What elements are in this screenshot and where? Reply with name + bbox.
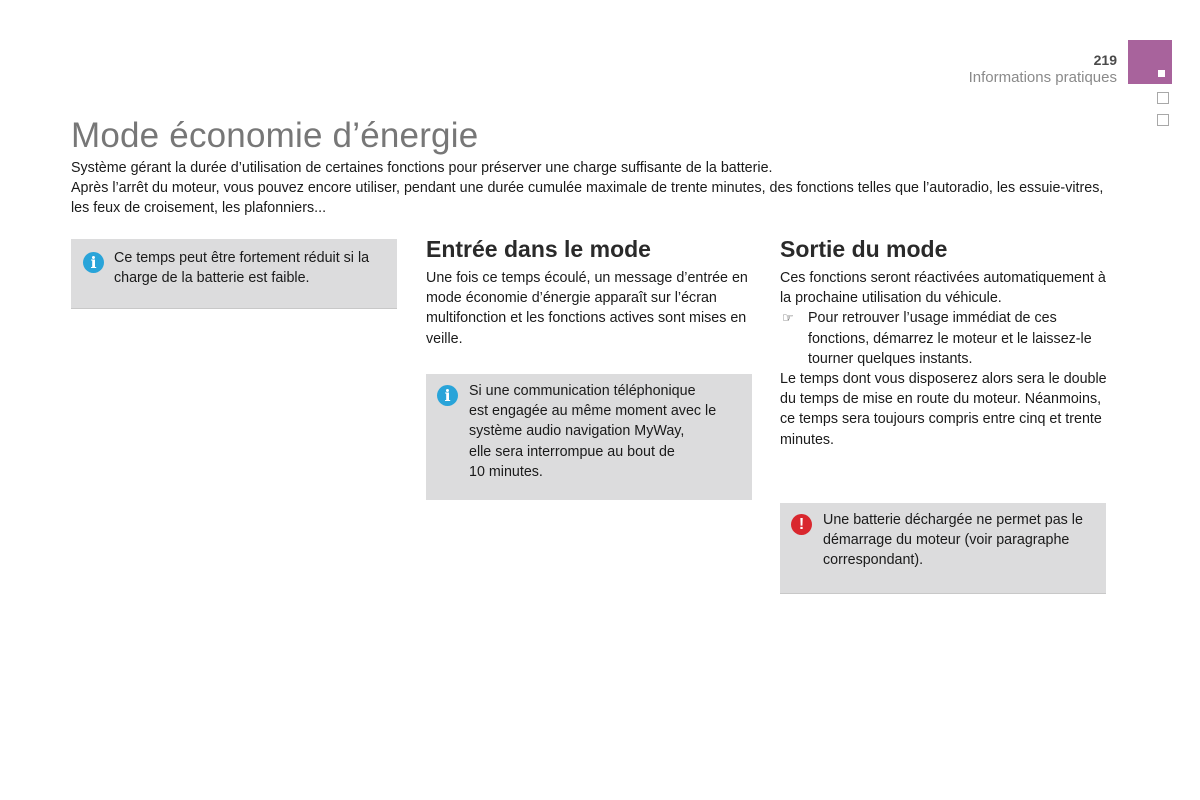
exit-bullet-text: Pour retrouver l’usage immédiat de ces fonctions, démarrez le moteur et le laissez-le tourner quelques instants. [808, 310, 1092, 367]
tab-dot [1158, 70, 1165, 77]
exit-content [780, 268, 1108, 450]
info-note-box [71, 239, 397, 309]
note-line: 10 minutes. [469, 463, 543, 480]
warning-icon: ! [791, 514, 812, 535]
info-icon: i [437, 385, 458, 406]
info-note-text [469, 381, 749, 482]
entry-text: Une fois ce temps écoulé, un message d’entrée en mode économie d’énergie apparaît sur l’écran multifonction et les fonctions actives sont mises en veille. [426, 270, 748, 347]
warning-note-text: Une batterie déchargée ne permet pas le démarrage du moteur (voir paragraphe correspondant). [823, 512, 1083, 569]
note-line: Si une communication téléphonique [469, 383, 696, 399]
exit-text: Ces fonctions seront réactivées automatiquement à la prochaine utilisation du véhicule. [780, 270, 1106, 307]
warning-note-box [780, 503, 1106, 594]
page-title: Mode économie d’énergie [71, 116, 479, 155]
exit-text-2: Le temps dont vous disposerez alors sera le double du temps de mise en route du moteur. Néanmoins, ce temps sera toujours compris entre cinq et trente minutes. [780, 371, 1107, 448]
intro-text [71, 158, 1116, 218]
intro-paragraph: Système gérant la durée d’utilisation de certaines fonctions pour préserver une charge suffisante de la batterie. [71, 160, 773, 176]
section-heading-exit: Sortie du mode [780, 236, 948, 262]
exit-bullet [780, 308, 1108, 369]
note-line: est engagée au même moment avec le [469, 403, 717, 420]
info-note-box [426, 374, 752, 500]
info-icon: i [83, 252, 104, 273]
note-line: système audio navigation MyWay, [469, 423, 685, 440]
page-number: 219 [1093, 52, 1117, 68]
section-tab-active [1128, 40, 1172, 84]
intro-paragraph: Après l’arrêt du moteur, vous pouvez encore utiliser, pendant une durée cumulée maximale de trente minutes, des fonctions telles que l’autoradio, les essuie-vitres, les feux de croisement, les plafonniers... [71, 180, 1104, 216]
section-tab-empty [1157, 114, 1169, 126]
pointing-hand-icon: ☞ [782, 310, 794, 326]
info-note-text: Ce temps peut être fortement réduit si la charge de la batterie est faible. [114, 250, 370, 287]
section-tab-empty [1157, 92, 1169, 104]
section-heading-entry: Entrée dans le mode [426, 236, 651, 262]
note-line: elle sera interrompue au bout de [469, 443, 675, 460]
section-label: Informations pratiques [968, 69, 1117, 86]
